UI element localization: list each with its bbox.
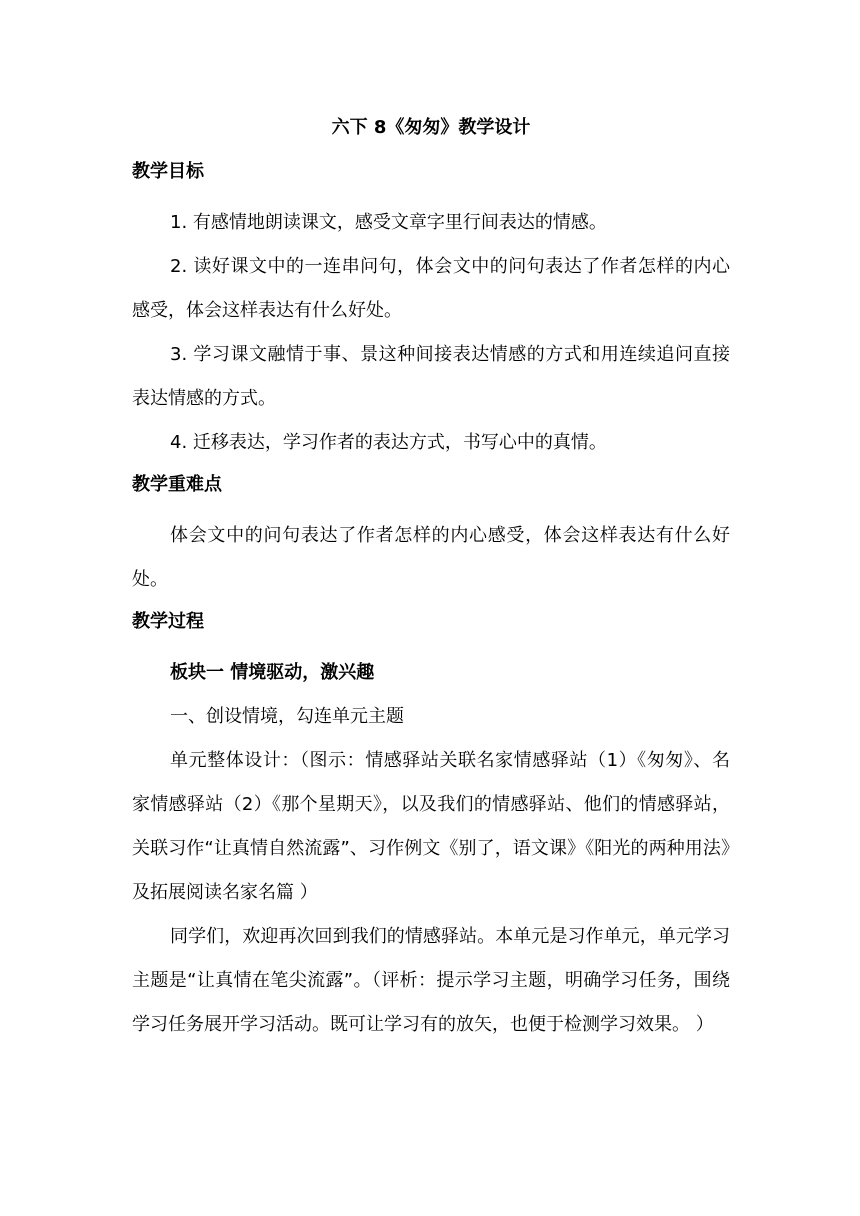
key-points-text: 体会文中的问句表达了作者怎样的内心感受，体会这样表达有什么好处。 xyxy=(132,525,730,590)
objectives-heading: 教学目标 xyxy=(132,161,204,182)
key-points-heading: 教学重难点 xyxy=(132,474,222,495)
objective-item: 3. 学习课文融情于事、景这种间接表达情感的方式和用连续追问直接表达情感的方式。 xyxy=(132,344,730,409)
block-title: 板块一 情境驱动，激兴趣 xyxy=(170,662,375,683)
document-title: 六下 8《匆匆》教学设计 xyxy=(331,117,531,138)
objective-item: 2. 读好课文中的一连串问句，体会文中的问句表达了作者怎样的内心感受，体会这样表达有什么好处。 xyxy=(132,256,730,321)
objective-item: 4. 迁移表达，学习作者的表达方式，书写心中的真情。 xyxy=(170,432,607,453)
process-heading: 教学过程 xyxy=(132,611,204,632)
document-body xyxy=(132,113,730,1047)
intro-paragraph: 同学们，欢迎再次回到我们的情感驿站。本单元是习作单元，单元学习主题是“让真情在笔尖流露”。（评析：提示学习主题，明确学习任务，围绕学习任务展开学习活动。既可让学习有的放矢，也便于检测学习效果。 ） xyxy=(132,926,730,1035)
unit-design-paragraph: 单元整体设计：（图示：情感驿站关联名家情感驿站（1）《匆匆》、名家情感驿站（2）《那个星期天》，以及我们的情感驿站、他们的情感驿站，关联习作“让真情自然流露”、习作例文《别了，语文课》《阳光的两种用法》及拓展阅读名家名篇 ） xyxy=(132,750,730,903)
objective-item: 1. 有感情地朗读课文，感受文章字里行间表达的情感。 xyxy=(170,212,607,233)
step-title: 一、创设情境，勾连单元主题 xyxy=(170,706,404,727)
